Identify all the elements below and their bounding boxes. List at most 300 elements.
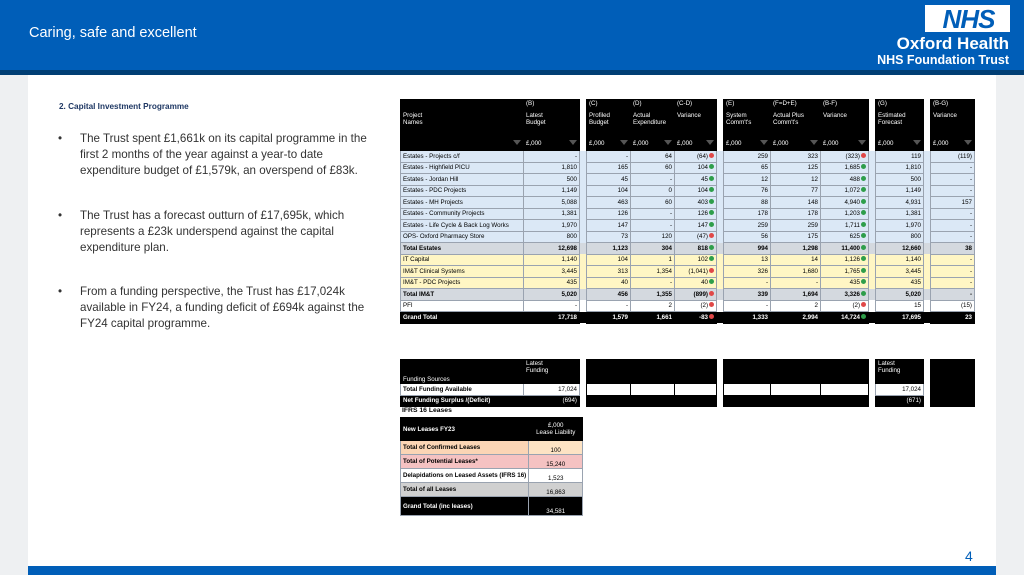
- table-cell: [771, 312, 821, 324]
- gap-cell: [717, 185, 724, 197]
- gap-cell: [717, 162, 724, 174]
- cell-value: 147: [697, 221, 708, 229]
- funding-label: Net Funding Surplus /(Deficit): [403, 397, 491, 405]
- status-green-icon: [709, 210, 714, 215]
- column-header: Variance: [677, 111, 701, 119]
- table-cell: [675, 289, 717, 301]
- table-row: [401, 243, 975, 255]
- table-cell: [876, 185, 924, 197]
- project-name: Estates - PDC Projects: [403, 187, 467, 195]
- table-cell: [631, 111, 675, 139]
- cell-value: (323): [845, 152, 860, 160]
- gap-cell: [717, 231, 724, 243]
- table-row: [401, 208, 975, 220]
- table-cell: [876, 231, 924, 243]
- table-cell: [771, 254, 821, 266]
- table-cell: [631, 231, 675, 243]
- table-cell: [401, 100, 524, 112]
- cell-value: 1,810: [905, 164, 921, 172]
- table-cell: [631, 100, 675, 112]
- cell-value: 60: [665, 164, 672, 172]
- cell-value: 147: [617, 221, 628, 229]
- cell-value: 3,445: [561, 267, 577, 275]
- table-cell: [931, 289, 975, 301]
- status-red-icon: [709, 233, 714, 238]
- column-unit: £,000: [726, 139, 742, 147]
- table-row: [401, 151, 975, 163]
- status-green-icon: [861, 210, 866, 215]
- table-cell: [587, 300, 631, 312]
- cell-value: -: [969, 267, 972, 275]
- table-cell: [587, 174, 631, 186]
- cell-value: 500: [910, 175, 921, 183]
- table-row: [401, 360, 975, 384]
- cell-value: 126: [617, 210, 628, 218]
- table-cell: [724, 266, 771, 278]
- table-cell: [724, 384, 771, 396]
- filter-dropdown-icon[interactable]: [620, 140, 628, 145]
- cell-value: 323: [807, 152, 818, 160]
- gap-cell: [924, 162, 931, 174]
- org-subname: NHS Foundation Trust: [877, 53, 1009, 67]
- status-green-icon: [709, 199, 714, 204]
- gap-cell: [717, 111, 724, 139]
- cell-value: -: [969, 256, 972, 264]
- filter-dropdown-icon[interactable]: [913, 140, 921, 145]
- status-red-icon: [709, 291, 714, 296]
- table-cell: [631, 289, 675, 301]
- table-cell: [821, 384, 869, 396]
- table-cell: [587, 360, 631, 384]
- cell-value: 435: [910, 279, 921, 287]
- column-header: Variance: [933, 111, 957, 119]
- cell-value: 1,970: [905, 221, 921, 229]
- lease-label: Total of Confirmed Leases: [403, 444, 481, 451]
- project-name: Estates - Projects c/f: [403, 152, 460, 160]
- cell-value: 1,140: [561, 256, 577, 264]
- table-cell: [821, 139, 869, 151]
- status-green-icon: [709, 279, 714, 284]
- column-header: Actual Expenditure: [633, 111, 667, 126]
- cell-value: 1,694: [802, 290, 818, 298]
- status-green-icon: [861, 233, 866, 238]
- cell-value: 175: [807, 233, 818, 241]
- table-cell: [631, 312, 675, 324]
- gap-cell: [924, 277, 931, 289]
- project-name: Estates - Life Cycle & Back Log Works: [403, 221, 509, 229]
- status-green-icon: [861, 187, 866, 192]
- cell-value: 403: [697, 198, 708, 206]
- column-unit: £,000: [526, 139, 542, 147]
- gap-cell: [869, 312, 876, 324]
- table-cell: [675, 162, 717, 174]
- table-cell: [675, 312, 717, 324]
- lease-label: Total of Potential Leases*: [403, 458, 478, 465]
- table-cell: [771, 300, 821, 312]
- funding-table: [400, 359, 975, 407]
- gap-cell: [869, 208, 876, 220]
- cell-value: 157: [961, 198, 972, 206]
- table-cell: [675, 151, 717, 163]
- table-cell: [401, 384, 524, 396]
- column-unit: £,000: [933, 139, 949, 147]
- gap-cell: [924, 360, 931, 384]
- gap-cell: [580, 266, 587, 278]
- cell-value: 12: [761, 175, 768, 183]
- table-cell: [524, 231, 580, 243]
- gap-cell: [717, 220, 724, 232]
- cell-value: -: [574, 152, 577, 160]
- table-cell: [771, 197, 821, 209]
- table-cell: [675, 139, 717, 151]
- table-row: [401, 300, 975, 312]
- cell-value: 1,765: [844, 267, 860, 275]
- column-code: (B-G): [933, 100, 949, 107]
- cell-value: 16,863: [546, 489, 566, 496]
- table-cell: [401, 289, 524, 301]
- cell-value: 88: [761, 198, 768, 206]
- table-cell: [675, 185, 717, 197]
- table-cell: [529, 455, 583, 469]
- gap-cell: [580, 254, 587, 266]
- cell-value: 104: [617, 256, 628, 264]
- column-header: System Comm't's: [726, 111, 752, 126]
- table-cell: [401, 360, 524, 384]
- nhs-logo-text: NHS: [942, 4, 995, 34]
- table-cell: [675, 197, 717, 209]
- cell-value: (64): [696, 152, 708, 160]
- gap-cell: [580, 111, 587, 139]
- footer-bar: [28, 566, 996, 575]
- bullet-text: The Trust spent £1,661k on its capital programme in the first 2 months of the year against a year-to date expenditure budget of £1,579k, an overspend of £83k.: [80, 132, 367, 177]
- column-unit: £,000: [878, 139, 894, 147]
- cell-value: 1,149: [905, 187, 921, 195]
- gap-cell: [869, 197, 876, 209]
- cell-value: -: [625, 302, 628, 310]
- funding-label: Total Funding Available: [403, 385, 472, 393]
- cell-value: 2: [814, 302, 818, 310]
- table-cell: [771, 266, 821, 278]
- status-green-icon: [861, 291, 866, 296]
- table-cell: [821, 220, 869, 232]
- gap-cell: [869, 266, 876, 278]
- project-name: Grand Total: [403, 313, 438, 321]
- status-green-icon: [861, 199, 866, 204]
- table-cell: [401, 243, 524, 255]
- table-row: [401, 277, 975, 289]
- status-green-icon: [709, 187, 714, 192]
- cell-value: 14,724: [841, 313, 860, 321]
- table-cell: [524, 254, 580, 266]
- table-cell: [724, 162, 771, 174]
- table-cell: [401, 139, 524, 151]
- table-row: [401, 455, 583, 469]
- gap-cell: [580, 384, 587, 396]
- cell-value: 56: [761, 233, 768, 241]
- status-green-icon: [861, 256, 866, 261]
- gap-cell: [580, 300, 587, 312]
- filter-dropdown-icon[interactable]: [569, 140, 577, 145]
- gap-cell: [869, 111, 876, 139]
- cell-value: 17,695: [902, 313, 921, 321]
- table-cell: [821, 300, 869, 312]
- table-cell: [631, 277, 675, 289]
- filter-dropdown-icon[interactable]: [964, 140, 972, 145]
- table-cell: [529, 441, 583, 455]
- table-cell: [587, 266, 631, 278]
- lease-header-sub: Lease Liability: [536, 429, 576, 436]
- cell-value: 994: [757, 244, 768, 252]
- table-cell: [529, 483, 583, 497]
- filter-dropdown-icon[interactable]: [664, 140, 672, 145]
- cell-value: 38: [965, 244, 972, 252]
- filter-dropdown-icon[interactable]: [810, 140, 818, 145]
- gap-cell: [717, 197, 724, 209]
- gap-cell: [869, 220, 876, 232]
- table-cell: [876, 100, 924, 112]
- table-cell: [524, 208, 580, 220]
- table-cell: [876, 220, 924, 232]
- table-row: [401, 384, 975, 396]
- table-cell: [675, 395, 717, 407]
- table-cell: [876, 208, 924, 220]
- status-green-icon: [861, 268, 866, 273]
- table-cell: [631, 220, 675, 232]
- column-code: (E): [726, 100, 735, 107]
- table-cell: [675, 384, 717, 396]
- gap-cell: [717, 174, 724, 186]
- table-cell: [724, 360, 771, 384]
- cell-value: 76: [761, 187, 768, 195]
- table-cell: [821, 151, 869, 163]
- table-cell: [524, 289, 580, 301]
- status-red-icon: [861, 153, 866, 158]
- table-cell: [631, 243, 675, 255]
- cell-value: 1,149: [561, 187, 577, 195]
- table-cell: [587, 312, 631, 324]
- cell-value: 304: [661, 244, 672, 252]
- cell-value: 34,581: [546, 508, 566, 515]
- filter-dropdown-icon[interactable]: [760, 140, 768, 145]
- status-green-icon: [709, 164, 714, 169]
- table-cell: [771, 185, 821, 197]
- gap-cell: [717, 100, 724, 112]
- table-cell: [931, 111, 975, 139]
- gap-cell: [924, 243, 931, 255]
- cell-value: 1,072: [844, 187, 860, 195]
- cell-value: 4,940: [844, 198, 860, 206]
- cell-value: 104: [617, 187, 628, 195]
- table-cell: [675, 360, 717, 384]
- gap-cell: [869, 360, 876, 384]
- cell-value: -: [625, 152, 628, 160]
- cell-value: 326: [757, 267, 768, 275]
- table-cell: [931, 312, 975, 324]
- filter-dropdown-icon[interactable]: [858, 140, 866, 145]
- table-row: [401, 174, 975, 186]
- table-cell: [631, 360, 675, 384]
- cell-value: 1,123: [612, 244, 628, 252]
- table-cell: [821, 277, 869, 289]
- table-row: [401, 139, 975, 151]
- org-name: Oxford Health: [896, 34, 1009, 53]
- table-cell: [524, 266, 580, 278]
- table-cell: [529, 418, 583, 441]
- cell-value: 259: [757, 221, 768, 229]
- table-cell: [931, 162, 975, 174]
- table-cell: [724, 174, 771, 186]
- cell-value: 5,088: [561, 198, 577, 206]
- cell-value: 23: [965, 313, 972, 321]
- table-cell: [931, 360, 975, 384]
- column-unit: £,000: [773, 139, 789, 147]
- table-cell: [821, 208, 869, 220]
- table-row: [401, 441, 583, 455]
- cell-value: 104: [697, 164, 708, 172]
- column-header: Profiled Budget: [589, 111, 610, 126]
- table-cell: [587, 277, 631, 289]
- cell-value: -: [969, 290, 972, 298]
- table-cell: [724, 197, 771, 209]
- funding-header: Latest Funding: [878, 360, 901, 374]
- cell-value: 1,381: [905, 210, 921, 218]
- table-cell: [821, 243, 869, 255]
- gap-cell: [580, 220, 587, 232]
- gap-cell: [580, 208, 587, 220]
- table-cell: [675, 220, 717, 232]
- table-row: [401, 100, 975, 112]
- gap-cell: [717, 300, 724, 312]
- table-cell: [524, 312, 580, 324]
- table-cell: [876, 151, 924, 163]
- table-cell: [876, 395, 924, 407]
- table-cell: [931, 197, 975, 209]
- table-row: [401, 266, 975, 278]
- project-name: Total IM&T: [403, 290, 435, 298]
- table-cell: [631, 300, 675, 312]
- table-cell: [401, 300, 524, 312]
- column-header: Actual Plus Comm't's: [773, 111, 804, 126]
- bullet-text: The Trust has a forecast outturn of £17,695k, which represents a £23k underspend against the capital expenditure plan.: [80, 209, 345, 254]
- cell-value: (1,041): [688, 267, 708, 275]
- table-cell: [631, 151, 675, 163]
- table-cell: [771, 111, 821, 139]
- table-cell: [401, 231, 524, 243]
- cell-value: 1,711: [844, 221, 860, 229]
- table-cell: [724, 277, 771, 289]
- cell-value: -: [969, 233, 972, 241]
- table-cell: [931, 243, 975, 255]
- table-cell: [876, 277, 924, 289]
- gap-cell: [580, 395, 587, 407]
- table-cell: [931, 100, 975, 112]
- table-cell: [724, 312, 771, 324]
- gap-cell: [924, 266, 931, 278]
- gap-cell: [869, 174, 876, 186]
- cell-value: 40: [701, 279, 708, 287]
- table-cell: [587, 100, 631, 112]
- cell-value: 60: [665, 198, 672, 206]
- lease-label: Total of all Leases: [403, 486, 457, 493]
- table-row: [401, 497, 583, 516]
- funding-header: Latest Funding: [526, 360, 549, 374]
- gap-cell: [580, 231, 587, 243]
- table-cell: [524, 139, 580, 151]
- filter-dropdown-icon[interactable]: [706, 140, 714, 145]
- gap-cell: [580, 360, 587, 384]
- table-cell: [821, 231, 869, 243]
- table-cell: [524, 185, 580, 197]
- table-cell: [931, 384, 975, 396]
- tagline: Caring, safe and excellent: [29, 25, 197, 41]
- table-cell: [876, 243, 924, 255]
- funding-label-header: Funding Sources: [403, 376, 450, 383]
- cell-value: 625: [849, 233, 860, 241]
- slide: Caring, safe and excellent NHS Oxford Health NHS Foundation Trust 4 2. Capital Investment Programme • The Trust spent £1,661k on its capital programme in the first 2 months of the year against a year-to date expenditure budget of £1,579k, an overspend of £83k. • The Trust has a forecast outturn of £17,695k, which represents a £23k underspend against the capital expenditure plan. • From a funding perspective, the Trust has £17,024k available in FY24, a funding deficit of £694k against the FY24 capital programme. (B) (C) (D) (C-D) (E) (F=D+E) (B-F) (G) (B-G) Project Names Latest Budget Profiled Budget Actual Expenditure Variance System Comm't's Actual Plus Comm't's Variance Estimated Forecast Variance £,000 £,000 £,000 £,000 £,000 £,000 £,000 £,000 £,000 Estates - Projects c/f - - 64 (64) 259 323 (323) 119 (119) Estates - Highfield PICU 1,810 165 60 104 65 125 1,685 1,810 - Estates - Jordan Hill 500 45 - 45 12 12 488 500 - Estates - PDC Projects 1,149 104 0 104 76 77 1,072 1,149 - Estates - MH Projects 5,088 463 60 403 88 148 4,940 4,931 157 Estates - Community Projects 1,381 126 - 126 178 178 1,203 1,381 - Estates - Life Cycle & Back Log Works 1,970 147 - 147 259 259 1,711 1,970 - OPS- Oxford Pharmacy Store 800 73 120 (47) 56 175 625 800 - Total Estates 12,698 1,123 304 818 994 1,298 11,400 12,660 38 IT Capital 1,140 104 1 102 13 14 1,126 1,140 - IM&T Clinical Systems 3,445 313 1,354 (1,041) 326 1,680 1,765 3,445 - IM&T - PDC Projects 435 40 - 40 - - 435 435 - Total IM&T 5,020 456 1,355 (899) 339 1,694 3,326 5,020 - PFI - - 2 (2) - 2 (2) 15 (15) Grand Total 17,718 1,579 1,661 -83 1,333 2,994 14,724 17,695 23 Funding Sources Latest Funding Latest Funding Total Funding Available 17,024 17,024 Net Funding Surplus /(Deficit) (694) (671) IFRS 16 Leases New Leases FY23 £,000 Lease Liability Total of Confirmed Leases 100 Total of Potential Leases* 15,240 Delapidations on Leased Assets (IFRS 16) 1,523 Total of all Leases 16,863 Grand Total (inc leases) 34,581: [0, 0, 1024, 575]
- table-cell: [587, 197, 631, 209]
- gap-cell: [580, 289, 587, 301]
- lease-table: [400, 417, 583, 516]
- cell-value: 2: [668, 302, 672, 310]
- cell-value: (2): [700, 302, 708, 310]
- table-cell: [587, 384, 631, 396]
- gap-cell: [924, 231, 931, 243]
- table-row: [401, 197, 975, 209]
- status-green-icon: [861, 164, 866, 169]
- table-cell: [631, 162, 675, 174]
- cell-value: -: [969, 175, 972, 183]
- gap-cell: [924, 208, 931, 220]
- table-cell: [524, 395, 580, 407]
- table-cell: [587, 208, 631, 220]
- table-cell: [821, 266, 869, 278]
- cell-value: 339: [757, 290, 768, 298]
- gap-cell: [869, 384, 876, 396]
- gap-cell: [580, 312, 587, 324]
- table-cell: [724, 254, 771, 266]
- gap-cell: [717, 254, 724, 266]
- project-name: Estates - Highfield PICU: [403, 164, 470, 172]
- gap-cell: [869, 185, 876, 197]
- status-red-icon: [709, 153, 714, 158]
- project-name: IM&T Clinical Systems: [403, 267, 465, 275]
- bullet-text: From a funding perspective, the Trust has £17,024k available in FY24, a funding deficit of £694k against the FY24 capital programme.: [80, 285, 365, 330]
- gap-cell: [869, 289, 876, 301]
- table-row: [401, 254, 975, 266]
- gap-cell: [869, 162, 876, 174]
- table-cell: [524, 384, 580, 396]
- cell-value: 14: [811, 256, 818, 264]
- cell-value: (15): [960, 302, 972, 310]
- cell-value: 178: [757, 210, 768, 218]
- filter-dropdown-icon[interactable]: [513, 140, 521, 145]
- cell-value: 1,685: [844, 164, 860, 172]
- cell-value: 1,203: [844, 210, 860, 218]
- cell-value: (671): [906, 397, 921, 405]
- table-cell: [821, 360, 869, 384]
- table-cell: [587, 231, 631, 243]
- project-name: Estates - Community Projects: [403, 210, 485, 218]
- cell-value: 119: [911, 152, 921, 160]
- table-cell: [524, 277, 580, 289]
- table-cell: [631, 266, 675, 278]
- table-row: [401, 483, 583, 497]
- cell-value: 1,333: [752, 313, 768, 321]
- table-cell: [675, 111, 717, 139]
- table-cell: [401, 266, 524, 278]
- status-red-icon: [709, 302, 714, 307]
- cell-value: 3,445: [905, 267, 921, 275]
